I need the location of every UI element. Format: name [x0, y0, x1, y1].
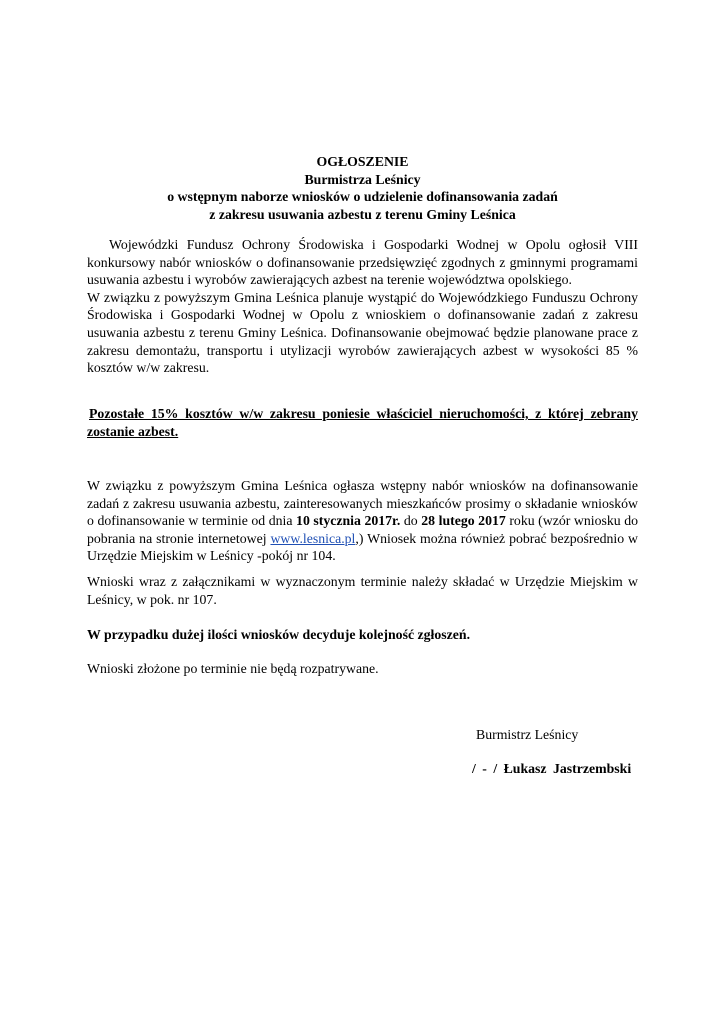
paragraph-owner-cost: Pozostałe 15% kosztów w/w zakresu poniesie właściciel nieruchomości, z której zebrany zostanie azbest. — [87, 406, 638, 439]
date-to: 28 lutego 2017 — [421, 513, 506, 529]
signature-name: / - / Łukasz Jastrzembski — [472, 761, 632, 776]
application-text-1: W związku z powyższym Gmina Leśnica ogłasza wstępny nabór wniosków na dofinansowanie zadań z zakresu usuwania azbestu, zainteresowanych mieszkańców prosimy o składanie wniosków o dofinansowanie w terminie od dnia — [87, 478, 638, 529]
paragraph-late-applications: Wnioski złożone po terminie nie będą rozpatrywane. — [87, 661, 379, 676]
date-from: 10 stycznia 2017r. — [296, 513, 401, 529]
paragraph-gmina-plan: W związku z powyższym Gmina Leśnica planuje wystąpić do Wojewódzkiego Funduszu Ochrony Środowiska i Gospodarki Wodnej w Opolu z wnioskiem o dofinansowanie zadań z zakresu usuwania azbestu z terenu Gminy Leśnica. Dofinansowanie obejmować będzie planowane prace z zakresu demontażu, transportu i utylizacji wyrobów zawierających azbest w wysokości 85 % kosztów w/w zakresu. — [87, 289, 638, 376]
heading-issuer: Burmistrza Leśnicy — [304, 171, 421, 187]
paragraph-application-call — [87, 477, 638, 565]
signature-title: Burmistrz Leśnicy — [476, 727, 579, 742]
intro-section — [87, 236, 638, 377]
application-text-3: roku (wzór wniosku do pobrania na stronie internetowej — [87, 513, 638, 546]
announcement-heading — [87, 153, 638, 223]
application-text-2: do — [400, 513, 422, 529]
heading-subject-line-1: o wstępnym naborze wniosków o udzielenie dofinansowania zadań — [167, 189, 558, 204]
application-text-4: ,) Wniosek można również pobrać bezpośrednio w Urzędzie Miejskim w Leśnicy -pokój nr 104. — [87, 530, 638, 564]
website-link[interactable]: www.lesnica.pl — [270, 530, 356, 546]
paragraph-order-rule: W przypadku dużej ilości wniosków decyduje kolejność zgłoszeń. — [87, 627, 471, 642]
heading-subject-line-2: z zakresu usuwania azbestu z terenu Gminy Leśnica — [209, 206, 516, 222]
paragraph-submission-place: Wnioski wraz z załącznikami w wyznaczonym terminie należy składać w Urzędzie Miejskim w Leśnicy, w pok. nr 107. — [87, 574, 638, 607]
paragraph-fund-announcement: Wojewódzki Fundusz Ochrony Środowiska i Gospodarki Wodnej w Opolu ogłosił VIII konkursowy nabór wniosków o dofinansowanie przedsięwzięć zgodnych z gminnymi programami usuwania azbestu i wyrobów zawierających azbest na terenie województwa opolskiego. — [87, 237, 638, 288]
heading-title: OGŁOSZENIE — [316, 154, 409, 169]
